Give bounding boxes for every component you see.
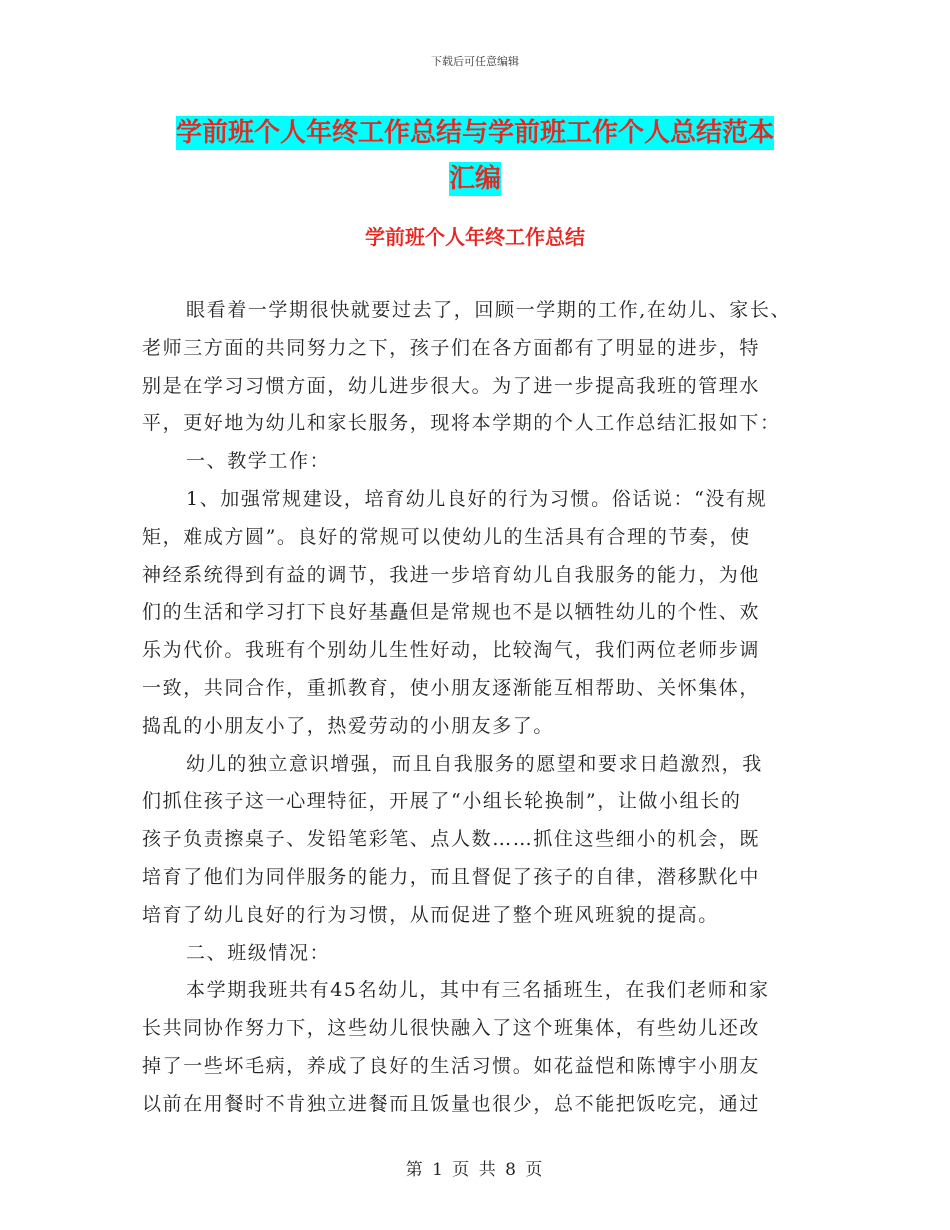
paragraph-line: 眼看着一学期很快就要过去了，回顾一学期的工作,在幼儿、家长、	[186, 299, 792, 321]
document-title	[150, 110, 800, 202]
paragraph-line: 一致，共同合作，重抓教育，使小朋友逐渐能互相帮助、关怀集体，	[142, 676, 761, 699]
document-title-line-1: 学前班个人年终工作总结与学前班工作个人总结范本	[175, 118, 774, 148]
paragraph-line: 们的生活和学习打下良好基矗但是常规也不是以牺牲幼儿的个性、欢	[142, 601, 761, 624]
paragraph-line: 平，更好地为幼儿和家长服务，现将本学期的个人工作总结汇报如下：	[142, 412, 781, 435]
paragraph-line: 1、加强常规建设，培育幼儿良好的行为习惯。俗话说：“没有规	[186, 487, 768, 510]
header-note: 下载后可任意编辑	[431, 55, 519, 68]
paragraph-line: 乐为代价。我班有个别幼儿生性好动，比较淘气，我们两位老师步调	[142, 639, 761, 662]
paragraph-line: 以前在用餐时不肯独立进餐而且饭量也很少，总不能把饭吃完，通过	[142, 1092, 761, 1115]
document-title-line-2: 汇编	[448, 164, 501, 194]
page-number: 第 1 页 共 8 页	[405, 1160, 545, 1180]
body-text	[142, 292, 832, 1124]
subheading-teaching: 一、教学工作：	[186, 450, 331, 473]
paragraph-line: 孩子负责擦桌子、发铅笔彩笔、点人数……抓住这些细小的机会，既	[142, 828, 761, 851]
paragraph-line: 捣乱的小朋友小了，热爱劳动的小朋友多了。	[142, 714, 555, 737]
paragraph-line: 掉了一些坏毛病，养成了良好的生活习惯。如花益恺和陈博宇小朋友	[142, 1054, 761, 1077]
section-title: 学前班个人年终工作总结	[365, 225, 585, 249]
subheading-class: 二、班级情况：	[186, 941, 331, 964]
paragraph-line: 培育了幼儿良好的行为习惯，从而促进了整个班风班貌的提高。	[142, 903, 719, 926]
paragraph-line: 本学期我班共有45名幼儿，其中有三名插班生，在我们老师和家	[186, 979, 770, 1002]
paragraph-line: 别是在学习习惯方面，幼儿进步很大。为了进一步提高我班的管理水	[142, 374, 761, 397]
paragraph-line: 长共同协作努力下，这些幼儿很快融入了这个班集体，有些幼儿还改	[142, 1017, 761, 1040]
paragraph-line: 矩，难成方圆”。良好的常规可以使幼儿的生活具有合理的节奏，使	[142, 525, 751, 548]
paragraph-line: 幼儿的独立意识增强，而且自我服务的愿望和要求日趋激烈，我	[186, 752, 763, 775]
paragraph-line: 神经系统得到有益的调节，我进一步培育幼儿自我服务的能力，为他	[142, 563, 761, 586]
paragraph-line: 们抓住孩子这一心理特征，开展了“小组长轮换制”，让做小组长的	[142, 790, 742, 813]
paragraph-line: 培育了他们为同伴服务的能力，而且督促了孩子的自律，潜移默化中	[142, 865, 761, 888]
paragraph-line: 老师三方面的共同努力之下，孩子们在各方面都有了明显的进步，特	[142, 336, 761, 359]
